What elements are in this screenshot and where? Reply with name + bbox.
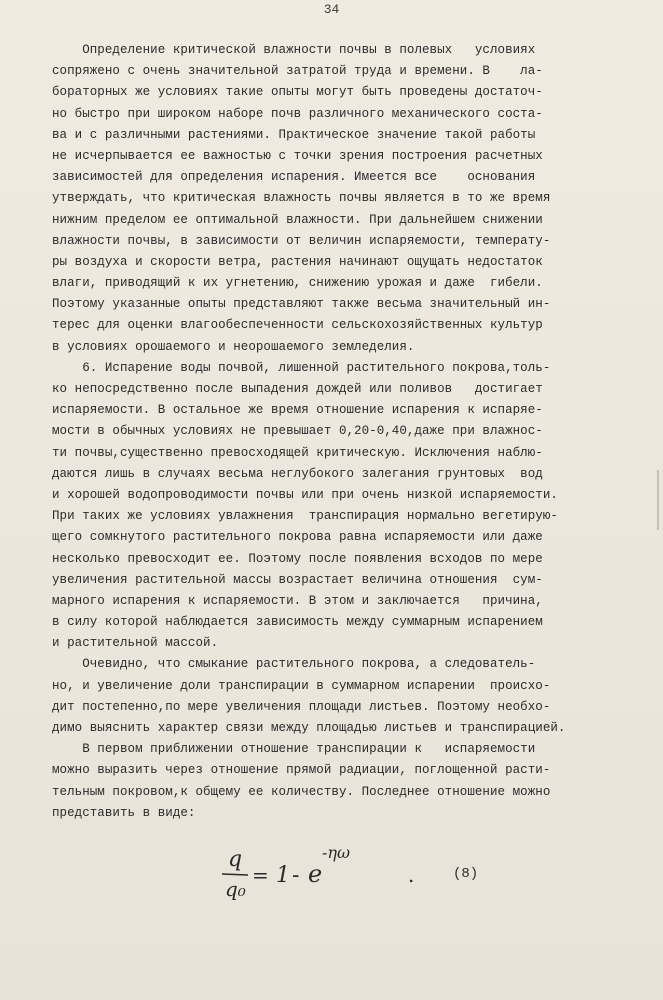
text-line: но быстро при широком наборе почв различного механического соста- xyxy=(52,106,543,121)
body-text xyxy=(52,40,642,824)
text-line: влажности почвы, в зависимости от величин испаряемости, температу- xyxy=(52,233,551,248)
text-line: представить в виде: xyxy=(52,805,196,820)
text-line: и хорошей водопроводимости почвы или при очень низкой испаряемости. xyxy=(52,487,558,502)
text-line: в силу которой наблюдается зависимость между суммарным испарением xyxy=(52,615,543,630)
text-line: При таких же условиях увлажнения транспирация нормально вегетирую- xyxy=(52,509,558,524)
text-line: Поэтому указанные опыты представляют также весьма значительный ин- xyxy=(52,297,551,312)
text-line: но, и увеличение доли транспирации в суммарном испарении происхо- xyxy=(52,678,551,693)
text-line: в условиях орошаемого и неорошаемого земледелия. xyxy=(52,339,415,354)
text-line: и растительной массой. xyxy=(52,636,219,651)
text-line: ти почвы,существенно превосходящей критическую. Исключения наблю- xyxy=(52,445,543,460)
text-line: влаги, приводящий к их угнетению, снижению урожая и даже гибели. xyxy=(52,276,543,291)
formula-exponent: -ηω xyxy=(322,843,351,862)
paragraph-soil-evaporation xyxy=(52,358,642,655)
text-line: ко непосредственно после выпадения дождей или поливов достигает xyxy=(52,382,543,396)
text-line: сопряжено с очень значительной затратой труда и времени. В ла- xyxy=(52,64,543,79)
formula-one: 1 xyxy=(276,863,290,888)
formula-numerator: q xyxy=(228,847,243,872)
text-line: нижним пределом ее оптимальной влажности. При дальнейшем снижении xyxy=(52,212,543,227)
equation-number: (8) xyxy=(453,866,479,882)
text-line: зависимостей для определения испарения. Имеется все основания xyxy=(52,170,536,185)
formula-minus: - xyxy=(292,863,300,888)
text-line: даются лишь в случаях весьма неглубокого залегания грунтовых вод xyxy=(52,466,543,481)
text-line: марного испарения к испаряемости. В этом и заключается причина, xyxy=(52,593,543,608)
text-line: несколько превосходит ее. Поэтому после появления всходов по мере xyxy=(52,551,543,566)
fraction-bar xyxy=(222,874,248,875)
text-line: димо выяснить характер связи между площадью листьев и транспирацией. xyxy=(52,721,566,735)
paragraph-canopy-closure xyxy=(52,654,642,739)
formula-denominator: q₀ xyxy=(225,877,246,901)
text-line: тельным покровом,к общему ее количеству. Последнее отношение можно xyxy=(52,784,551,799)
formula-trailing-dot: . xyxy=(408,863,415,887)
text-line: 6. Испарение воды почвой, лишенной растительного покрова,толь- xyxy=(52,360,551,375)
text-line: испаряемости. В остальное же время отношение испарения к испаряе- xyxy=(52,403,543,418)
page-number: 34 xyxy=(323,2,340,17)
text-line: мости в обычных условиях не превышает 0,20-0,40,даже при влажнос- xyxy=(52,424,543,439)
text-line: щего сомкнутого растительного покрова равна испаряемости или даже xyxy=(52,530,543,545)
text-line: увеличения растительной массы возрастает величина отношения сум- xyxy=(52,572,543,587)
text-line: утверждать, что критическая влажность почвы является в то же время xyxy=(52,191,551,206)
text-line: не исчерпывается ее важностью с точки зрения построения расчетных xyxy=(52,148,543,163)
text-line: Очевидно, что смыкание растительного покрова, а следователь- xyxy=(52,657,536,672)
paragraph-first-approximation xyxy=(52,739,642,824)
text-line: терес для оценки влагообеспеченности сельскохозяйственных культур xyxy=(52,318,543,333)
page-edge-shadow xyxy=(657,470,659,530)
formula-equals: = xyxy=(252,863,269,887)
text-line: можно выразить через отношение прямой радиации, поглощенной расти- xyxy=(52,763,551,778)
formula-base: e xyxy=(308,860,323,888)
text-line: ва и с различными растениями. Практическое значение такой работы xyxy=(52,127,536,142)
text-line: Определение критической влажности почвы в полевых условиях xyxy=(52,43,536,57)
text-line: В первом приближении отношение транспирации к испаряемости xyxy=(52,742,536,757)
text-line: бораторных же условиях такие опыты могут быть проведены достаточ- xyxy=(52,85,543,100)
text-line: ры воздуха и скорости ветра, растения начинают ощущать недостаток xyxy=(52,254,543,269)
paragraph-critical-moisture xyxy=(52,40,642,358)
text-line: дит постепенно,по мере увеличения площади листьев. Поэтому необхо- xyxy=(52,699,551,714)
